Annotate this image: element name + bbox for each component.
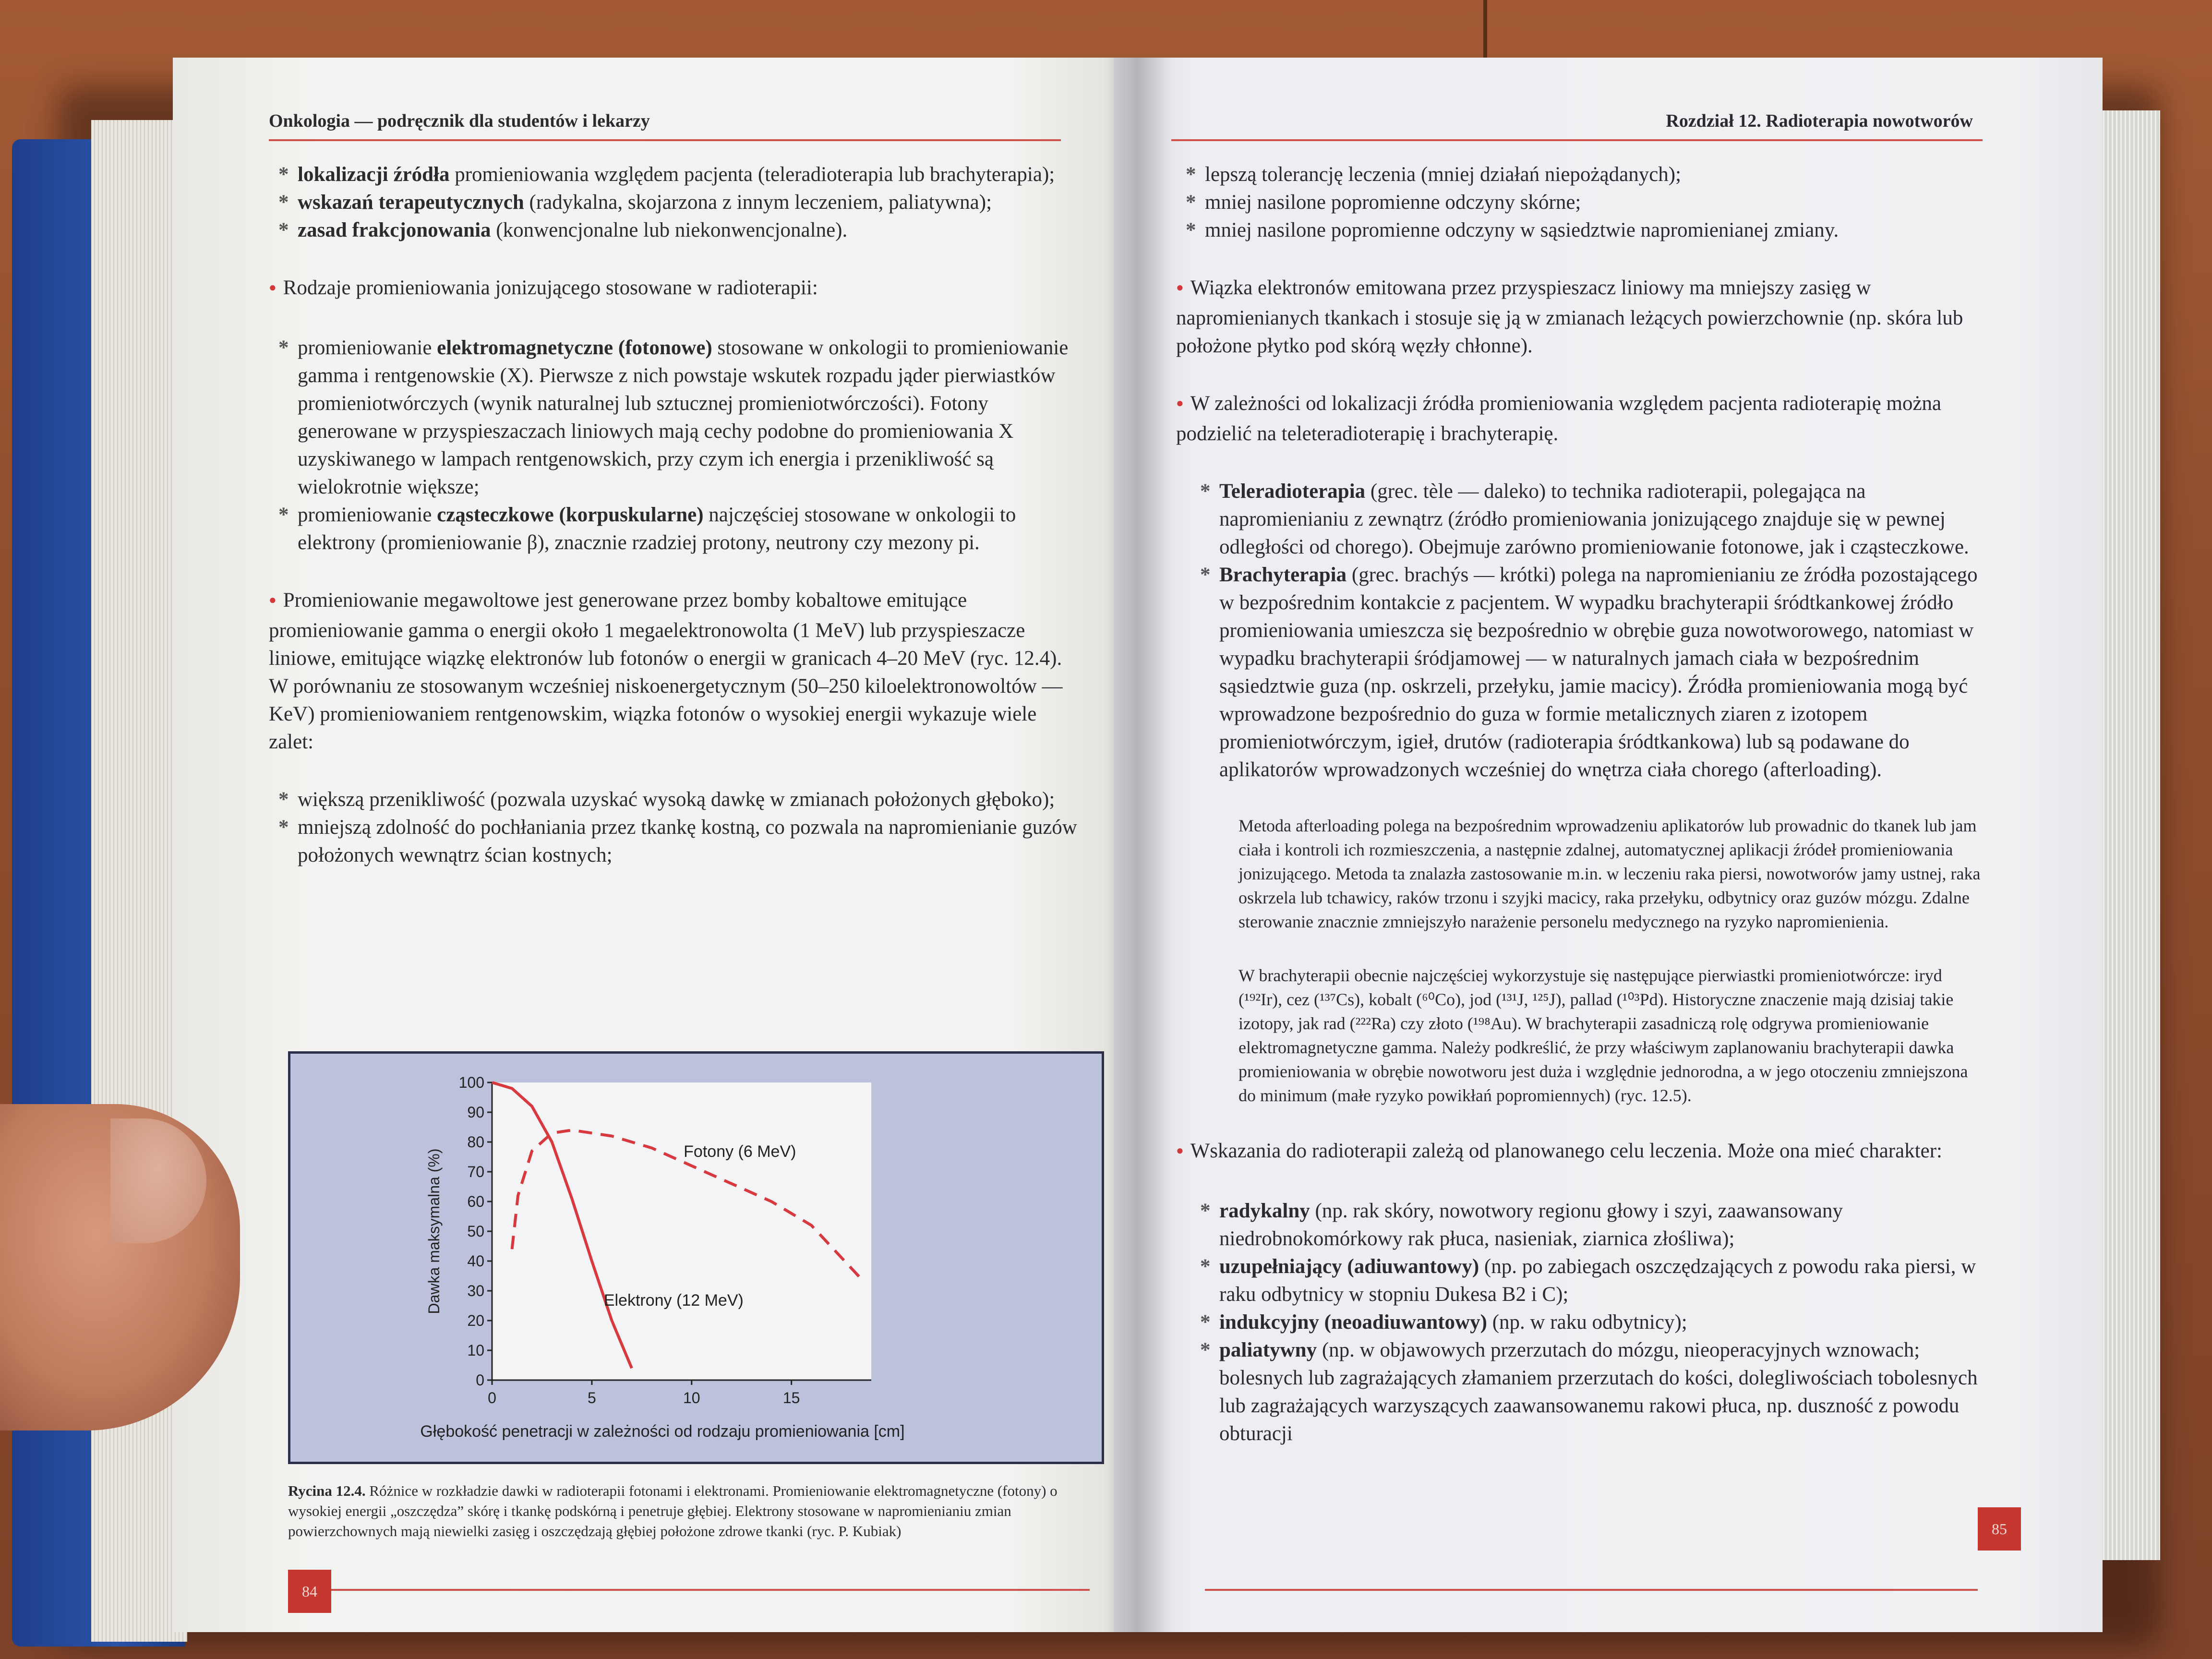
paragraph-megavolt: ● Promieniowanie megawoltowe jest generowane przez bomby kobaltowe emitujące promieniowanie gamma o energii około 1 megaelektronowolta (1 MeV) lub przyspieszacze liniowe, emitujące wiązkę elektronów lub fotonów o energii w granicach 4–20 MeV (ryc. 12.4). W porównaniu ze stosowanym wcześniej niskoenergetycznym (50–250 kiloelektronowoltów — KeV) promieniowaniem rentgenowskim, wiązka fotonów o wysokiej energii wykazuje wiele zalet:	[269, 587, 1085, 756]
y-tick-label: 100	[458, 1074, 484, 1091]
list-item: * promieniowanie cząsteczkowe (korpuskularne) najczęściej stosowane w onkologii to elektrony (promieniowanie β), znacznie rzadziej protony, neutrony czy mezony pi.	[278, 501, 1085, 557]
y-tick-label: 50	[467, 1223, 484, 1240]
y-tick-label: 80	[467, 1133, 484, 1151]
advantages-continued-list	[1186, 161, 1987, 244]
y-tick-label: 30	[467, 1282, 484, 1299]
book-gutter	[1104, 58, 1171, 1632]
left-page	[173, 58, 1157, 1632]
page-number-right: 85	[1978, 1507, 2021, 1551]
list-item: * większą przenikliwość (pozwala uzyskać wysoką dawkę w zmianach położonych głęboko);	[278, 786, 1085, 814]
right-page	[1114, 58, 2103, 1632]
figure-caption: Rycina 12.4. Różnice w rozkładzie dawki w radioterapii fotonami i elektronami. Promieniowanie elektromagnetyczne (fotony) o wysokiej energii „oszczędza” skórę i tkankę podskórną i penetruje głębiej. Elektrony stosowane w napromienianiu zmian powierzchownych mają niewielki zasięg i oszczędzają głębiej położone zdrowe tkanki (ryc. P. Kubiak)	[288, 1482, 1058, 1539]
list-item: * radykalny (np. rak skóry, nowotwory regionu głowy i szyi, zaawansowany niedrobnokomórkowy rak płuca, nasieniak, ziarnica złośliwa);	[1200, 1197, 1987, 1253]
technique-list	[1200, 478, 1987, 784]
list-item: * Brachyterapia (grec. brachýs — krótki) polega na napromienianiu ze źródła pozostającego w bezpośrednim kontakcie z pacjentem. W wypadku brachyterapii śródtkankowej źródło promieniowania umieszcza się bezpośrednio w obrębie guza nowotworowego, natomiast w wypadku brachyterapii śródjamowej — w naturalnych jamach ciała w bezpośrednim sąsiedztwie guza (np. oskrzeli, przełyku, jamie macicy). Źródła promieniowania mogą być wprowadzone bezpośrednio do guza w formie metalicznych ziaren z izotopem promieniotwórczym, igieł, drutów (radioterapia śródtkankowa) lub są podawane do aplikatorów wprowadzonych wcześniej do wnętrza ciała chorego (afterloading).	[1200, 561, 1987, 784]
y-tick-label: 10	[467, 1342, 484, 1359]
x-tick-label: 15	[782, 1389, 800, 1407]
running-head-right: Rozdział 12. Radioterapia nowotworów	[1666, 111, 1973, 131]
list-item: * wskazań terapeutycznych (radykalna, skojarzona z innym leczeniem, paliatywna);	[278, 189, 1085, 216]
paragraph-electron: ● Wiązka elektronów emitowana przez przyspieszacz liniowy ma mniejszy zasięg w napromienianych tkankach i stosuje się ją w zmianach leżących powierzchownie (np. skóra lub położone płytko pod skórą węzły chłonne).	[1176, 274, 1987, 360]
list-item: * indukcyjny (neoadiuwantowy) (np. w raku odbytnicy);	[1200, 1309, 1987, 1336]
figure-12-4	[288, 1051, 1104, 1464]
y-tick-label: 70	[467, 1163, 484, 1180]
y-tick-label: 20	[467, 1312, 484, 1329]
list-item: * promieniowanie elektromagnetyczne (fotonowe) stosowane w onkologii to promieniowanie gamma i rentgenowskie (X). Pierwsze z nich powstaje wskutek rozpadu jąder pierwiastków promieniotwórczych (wynik naturalnej lub sztucznej promieniotwórczości). Fotony generowane w przyspieszaczach liniowych mają cechy podobne do promieniowania X uzyskiwanego w lampach rentgenowskich, przy czym ich energia i przenikliwość są wielokrotnie większe;	[278, 334, 1085, 501]
list-item: * mniejszą zdolność do pochłaniania przez tkankę kostną, co pozwala na napromienianie guzów położonych wewnątrz ścian kostnych;	[278, 814, 1085, 869]
paragraph-afterloading: Metoda afterloading polega na bezpośrednim wprowadzeniu aplikatorów lub prowadnic do tkanek lub jam ciała i kontroli ich rozmieszczenia, a następnie zdalnej, automatycznej aplikacji źródeł promieniowania jonizującego. Metoda ta znalazła zastosowanie m.in. w leczeniu raka piersi, nowotworów jamy ustnej, raka oskrzela lub tchawicy, raków trzonu i szyjki macicy, raka przełyku, odbytnicy oraz guzów mózgu. Zdalne sterowanie znacznie zmniejszyło narażenie personelu medycznego na ryzyko napromienienia.	[1238, 816, 1981, 931]
x-tick-label: 5	[587, 1389, 596, 1407]
advantages-list	[278, 786, 1085, 869]
running-head-left: Onkologia — podręcznik dla studentów i lekarzy	[269, 111, 650, 131]
x-axis-label: Głębokość penetracji w zależności od rodzaju promieniowania [cm]	[420, 1422, 905, 1441]
y-tick-label: 60	[467, 1193, 484, 1210]
indications-list	[1200, 1197, 1987, 1448]
footer-rule	[326, 1589, 1090, 1591]
list-item: * lokalizacji źródła promieniowania względem pacjenta (teleradioterapia lub brachyterapia);	[278, 161, 1085, 189]
footer-rule	[1205, 1589, 1978, 1591]
series-label-photons: Fotony (6 MeV)	[684, 1142, 796, 1161]
radiation-types-list	[278, 334, 1085, 557]
right-page-content	[1176, 161, 1987, 1478]
x-tick-label: 0	[488, 1389, 496, 1407]
list-item: * mniej nasilone popromienne odczyny skórne;	[1186, 189, 1987, 216]
plot-area	[492, 1082, 871, 1380]
list-item: * Teleradioterapia (grec. tèle — daleko) to technika radioterapii, polegająca na napromienianiu z zewnątrz (źródło promieniowania jonizującego znajduje się w pewnej odległości od chorego). Obejmuje zarówno promieniowanie fotonowe, jak i cząsteczkowe.	[1200, 478, 1987, 561]
y-tick-label: 40	[467, 1252, 484, 1270]
list-item: * mniej nasilone popromienne odczyny w sąsiedztwie napromienianej zmiany.	[1186, 216, 1987, 244]
y-tick-label: 0	[476, 1371, 484, 1389]
list-item: * uzupełniający (adiuwantowy) (np. po zabiegach oszczędzających z powodu raka piersi, w raku odbytnicy w stopniu Dukesa B2 i C);	[1200, 1253, 1987, 1309]
list-item: * zasad frakcjonowania (konwencjonalne lub niekonwencjonalne).	[278, 216, 1085, 244]
dose-depth-chart	[290, 1054, 1102, 1462]
y-axis-label: Dawka maksymalna (%)	[425, 1148, 443, 1314]
criteria-list	[278, 161, 1085, 244]
page-number-left: 84	[288, 1570, 331, 1613]
paragraph-types: ● Rodzaje promieniowania jonizującego stosowane w radioterapii:	[269, 274, 1085, 304]
list-item: * lepszą tolerancję leczenia (mniej działań niepożądanych);	[1186, 161, 1987, 189]
header-rule	[1171, 139, 1983, 141]
paragraph-indications: ● Wskazania do radioterapii zależą od planowanego celu leczenia. Może ona mieć charakter:	[1176, 1137, 1987, 1167]
paragraph-isotopes: W brachyterapii obecnie najczęściej wykorzystuje się następujące pierwiastki promieniotwórcze: iryd (¹⁹²Ir), cez (¹³⁷Cs), kobalt (⁶⁰Co), jod (¹³¹J, ¹²⁵J), pallad (¹⁰³Pd). Historyczne znaczenie mają dzisiaj takie izotopy, jak rad (²²²Ra) czy złoto (¹⁹⁸Au). W brachyterapii zasadniczą rolę odgrywa promieniowanie elektromagnetyczne gamma. Należy podkreślić, że przy właściwym zaplanowaniu brachyterapii dawka promieniowania w obrębie nowotworu jest duża i względnie jednorodna, a w jego otoczeniu zmniejszona do minimum (małe ryzyko powikłań popromiennych) (ryc. 12.5).	[1238, 966, 1968, 1105]
x-tick-label: 10	[683, 1389, 700, 1407]
paragraph-location: ● W zależności od lokalizacji źródła promieniowania względem pacjenta radioterapię można podzielić na teleteradioterapię i brachyterapię.	[1176, 390, 1987, 448]
series-label-electrons: Elektrony (12 MeV)	[603, 1291, 744, 1310]
header-rule	[269, 139, 1061, 141]
left-page-content	[269, 161, 1085, 899]
list-item: * paliatywny (np. w objawowych przerzutach do mózgu, nieoperacyjnych wznowach; bolesnych lub zagrażających złamaniem przerzutach do kości, dolegliwościach tobolesnych lub zagrażających warzyszących zaawansowanemu rakowi płuca, np. duszność z powodu obturacji	[1200, 1336, 1987, 1448]
y-tick-label: 90	[467, 1104, 484, 1121]
